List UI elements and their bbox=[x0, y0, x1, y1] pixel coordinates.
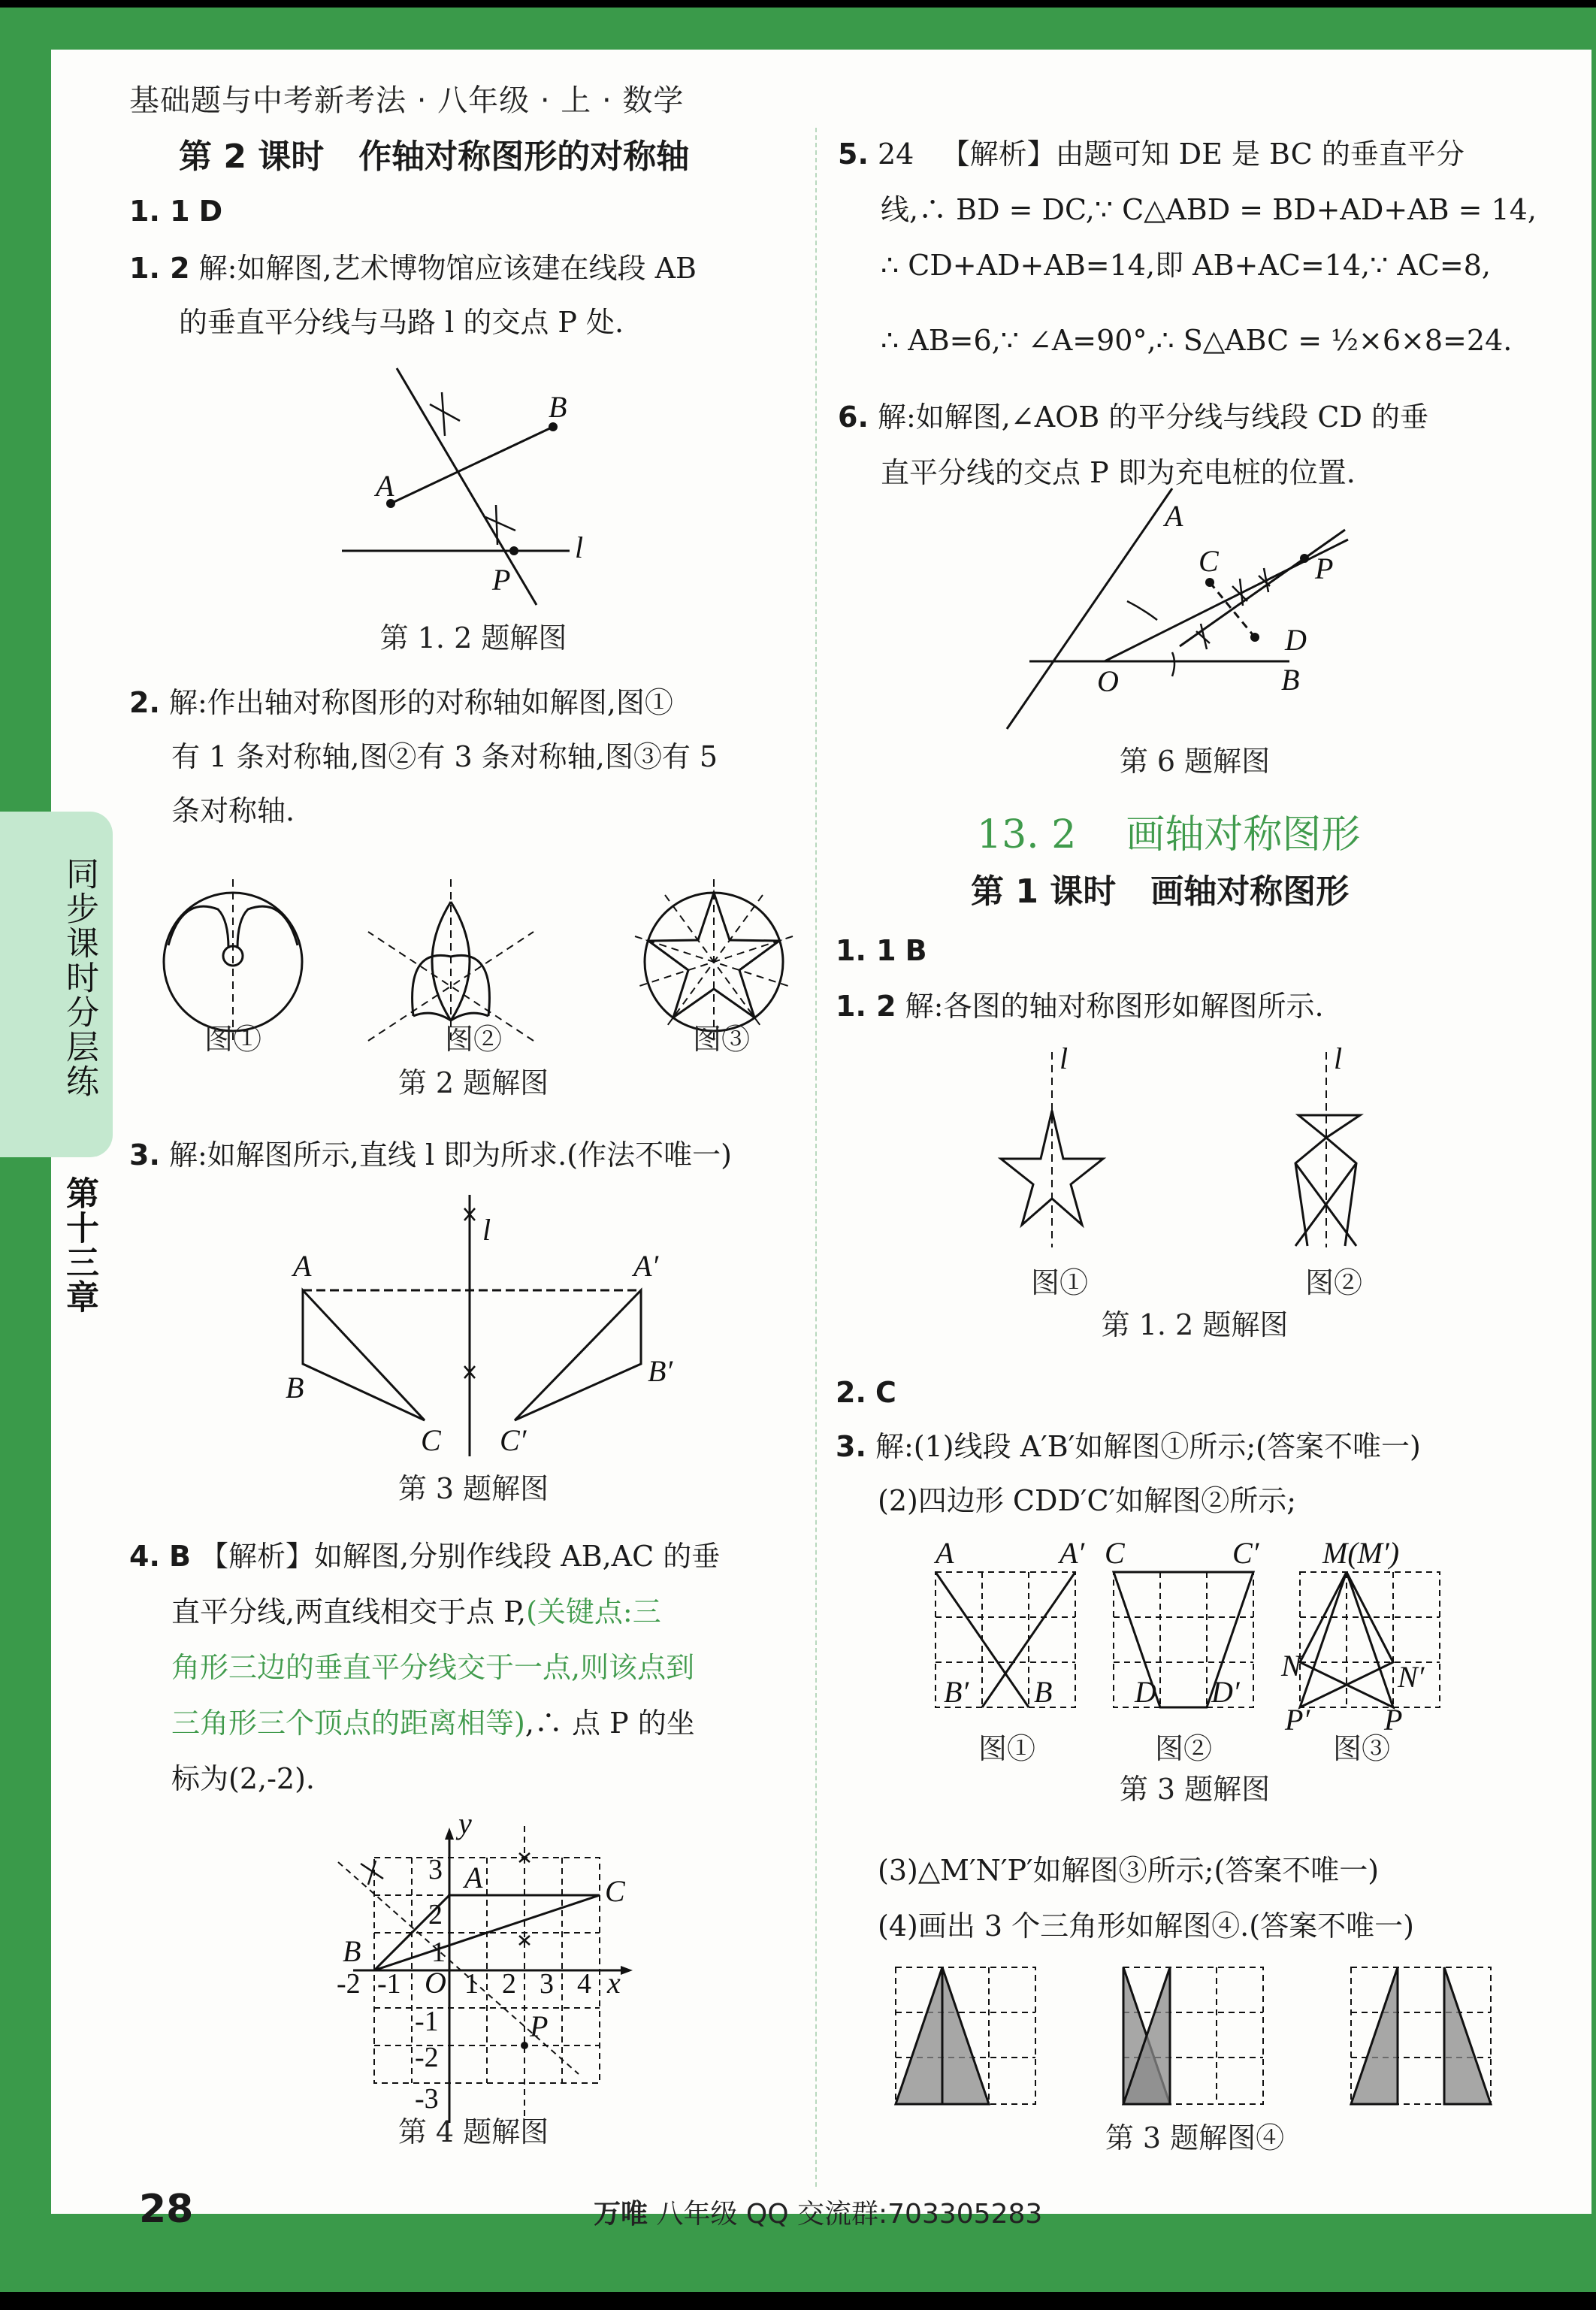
q1-2-line2: 的垂直平分线与马路 l 的交点 P 处. bbox=[179, 306, 624, 339]
label-b: B bbox=[1281, 663, 1300, 697]
label-m: M(M′) bbox=[1322, 1536, 1400, 1570]
q4-line1 bbox=[129, 1528, 720, 1584]
label-c-prime: C′ bbox=[1232, 1536, 1259, 1570]
label-a: A bbox=[293, 1249, 312, 1283]
sub-caption-2: 图② bbox=[1154, 1732, 1212, 1765]
section-title: 第 2 课时 作轴对称图形的对称轴 bbox=[179, 138, 690, 176]
q5-line3: ∴ CD+AD+AB=14,即 AB+AC=14,∵ AC=8, bbox=[881, 249, 1491, 282]
text: 解:(1)线段 A′B′如解图①所示;(答案不唯一) bbox=[875, 1430, 1421, 1463]
label-a-prime: A′ bbox=[633, 1249, 659, 1283]
sub-caption-2: 图② bbox=[444, 1023, 502, 1056]
label-b: B bbox=[286, 1371, 304, 1404]
label-a: A bbox=[1165, 499, 1183, 533]
figure-6-angle-bisector bbox=[1029, 499, 1360, 744]
label-b: B bbox=[549, 390, 567, 424]
figure-caption: 第 1. 2 题解图 bbox=[1101, 1308, 1289, 1341]
text: ,∴ 点 P 的坐 bbox=[524, 1707, 695, 1740]
q1-1 bbox=[129, 183, 222, 239]
qq-group-text: 八年级 QQ 交流群:703305283 bbox=[656, 2199, 1043, 2230]
question-number: 6. bbox=[838, 401, 869, 434]
answer: B bbox=[168, 1540, 191, 1573]
label-p: P bbox=[1315, 552, 1334, 585]
section-green-title: 13. 2 画轴对称图形 bbox=[977, 812, 1361, 857]
answer: C bbox=[875, 1376, 896, 1409]
label-b-prime: B′ bbox=[944, 1675, 969, 1709]
q5-line2: 线,∴ BD = DC,∵ C△ABD = BD+AD+AB = 14, bbox=[881, 193, 1537, 226]
label-d-prime: D′ bbox=[1211, 1675, 1240, 1709]
label-c: C bbox=[1105, 1536, 1125, 1570]
label-c: C bbox=[421, 1423, 441, 1457]
q3-line3: (3)△M′N′P′如解图③所示;(答案不唯一) bbox=[878, 1854, 1380, 1887]
label-c-prime: C′ bbox=[500, 1423, 527, 1457]
figure-3-4-triangles bbox=[887, 1961, 1488, 2112]
chapter-strip bbox=[0, 1157, 51, 2209]
key-point-note: (关键点:三 bbox=[526, 1595, 661, 1628]
question-number: 1. 1 bbox=[129, 195, 190, 228]
figure-3-grid-drawings bbox=[917, 1533, 1458, 1737]
text: 解:如解图,艺术博物馆应该建在线段 AB bbox=[198, 252, 697, 285]
x-tick: -2 bbox=[337, 1968, 361, 2000]
q3-line1 bbox=[129, 1127, 732, 1183]
q2-line1 bbox=[129, 675, 673, 730]
figure-caption: 第 3 题解图④ bbox=[1105, 2121, 1285, 2154]
label-x: x bbox=[607, 1966, 621, 2000]
sub-caption-1: 图① bbox=[204, 1023, 261, 1056]
text: 解:各图的轴对称图形如解图所示. bbox=[905, 990, 1324, 1023]
figure-3-reflection bbox=[286, 1195, 676, 1465]
label-p: P bbox=[492, 563, 511, 597]
label-a: A bbox=[464, 1861, 483, 1894]
footer-ad bbox=[594, 2193, 1042, 2231]
figure-caption: 第 3 题解图 bbox=[1119, 1773, 1271, 1806]
key-point-note: 三角形三个顶点的距离相等) bbox=[171, 1707, 525, 1740]
label-c: C bbox=[605, 1874, 625, 1908]
label-l: l bbox=[1059, 1042, 1069, 1075]
label-n: N bbox=[1281, 1649, 1301, 1683]
x-tick: -1 bbox=[377, 1968, 401, 2000]
label-p: P bbox=[530, 2009, 549, 2043]
q1-1 bbox=[836, 923, 927, 978]
question-number: 2. bbox=[836, 1376, 866, 1409]
q6-line1 bbox=[838, 389, 1428, 445]
label-l: l bbox=[575, 531, 584, 564]
label-a: A bbox=[376, 469, 394, 503]
label-o: O bbox=[425, 1966, 446, 2000]
figure-caption: 第 2 题解图 bbox=[397, 1066, 549, 1099]
sub-caption-2: 图② bbox=[1304, 1266, 1362, 1299]
text: 【解析】由题可知 DE 是 BC 的垂直平分 bbox=[941, 138, 1465, 171]
q1-2-line1 bbox=[836, 978, 1324, 1034]
label-p: P bbox=[1384, 1703, 1403, 1737]
label-o: O bbox=[1097, 664, 1119, 698]
figure-caption: 第 4 题解图 bbox=[397, 2115, 549, 2148]
question-number: 2. bbox=[129, 686, 160, 719]
label-y: y bbox=[458, 1807, 472, 1840]
q5-line1 bbox=[838, 126, 1465, 182]
q3-line4: (4)画出 3 个三角形如解图④.(答案不唯一) bbox=[878, 1909, 1414, 1943]
label-a-prime: A′ bbox=[1059, 1536, 1085, 1570]
sub-caption-1: 图① bbox=[978, 1732, 1035, 1765]
question-number: 5. bbox=[838, 138, 869, 171]
sub-caption-3: 图③ bbox=[1332, 1732, 1390, 1765]
label-b: B bbox=[1034, 1675, 1053, 1709]
text: 解:作出轴对称图形的对称轴如解图,图① bbox=[168, 686, 673, 719]
y-tick: -2 bbox=[415, 2042, 439, 2073]
sub-caption-1: 图① bbox=[1030, 1266, 1088, 1299]
book-header: 基础题与中考新考法 · 八年级 · 上 · 数学 bbox=[129, 83, 685, 118]
label-l: l bbox=[1334, 1042, 1343, 1075]
q2-line3: 条对称轴. bbox=[171, 794, 295, 827]
q5-line4: ∴ AB=6,∵ ∠A=90°,∴ S△ABC = ½×6×8=24. bbox=[881, 324, 1513, 357]
label-p-prime: P′ bbox=[1285, 1703, 1310, 1737]
question-number: 1. 2 bbox=[836, 990, 896, 1023]
figure-caption: 第 6 题解图 bbox=[1119, 745, 1271, 778]
label-l: l bbox=[482, 1213, 491, 1247]
y-tick: -3 bbox=[415, 2083, 439, 2115]
brand-logo: 万唯 bbox=[594, 2199, 648, 2230]
question-number: 1. 1 bbox=[836, 934, 896, 967]
q3-line2: (2)四边形 CDD′C′如解图②所示; bbox=[878, 1484, 1297, 1517]
q1-2-line1 bbox=[129, 240, 697, 296]
label-d: D bbox=[1135, 1675, 1156, 1709]
question-number: 3. bbox=[129, 1138, 160, 1172]
text: 【解析】如解图,分别作线段 AB,AC 的垂 bbox=[200, 1540, 721, 1573]
column-divider bbox=[815, 128, 817, 2187]
sub-caption-3: 图③ bbox=[692, 1023, 750, 1056]
y-tick: 1 bbox=[431, 1937, 446, 1968]
x-tick: 2 bbox=[502, 1968, 516, 2000]
question-number: 4. bbox=[129, 1540, 160, 1573]
x-tick: 3 bbox=[540, 1968, 554, 2000]
q4-line2 bbox=[171, 1584, 661, 1640]
answer: D bbox=[198, 195, 223, 228]
text: 解:如解图所示,直线 l 即为所求.(作法不唯一) bbox=[168, 1138, 732, 1172]
figure-1-2-perpendicular-bisector bbox=[331, 361, 616, 631]
label-b-prime: B′ bbox=[648, 1354, 673, 1388]
figure-4-coordinate-grid bbox=[337, 1807, 654, 2134]
figure-1-2-symmetric-shapes bbox=[977, 1037, 1443, 1262]
question-number: 3. bbox=[836, 1430, 866, 1463]
side-tab-label: 同步课时分层练 bbox=[60, 857, 98, 1099]
label-a: A bbox=[936, 1536, 954, 1570]
text: 直平分线,两直线相交于点 P, bbox=[171, 1595, 527, 1628]
text: 解:如解图,∠AOB 的平分线与线段 CD 的垂 bbox=[877, 401, 1429, 434]
chapter-label: 第十三章 bbox=[60, 1176, 98, 1314]
label-c: C bbox=[1199, 544, 1219, 578]
q6-line2: 直平分线的交点 P 即为充电桩的位置. bbox=[881, 456, 1356, 489]
answer: B bbox=[905, 934, 927, 967]
q2 bbox=[836, 1365, 896, 1420]
y-tick: 3 bbox=[428, 1854, 443, 1885]
label-b: B bbox=[343, 1934, 361, 1968]
q4-line4 bbox=[171, 1695, 695, 1751]
x-tick: 1 bbox=[464, 1968, 479, 2000]
label-n-prime: N′ bbox=[1398, 1660, 1425, 1694]
key-point-note: 角形三边的垂直平分线交于一点,则该点到 bbox=[171, 1651, 695, 1684]
page-number: 28 bbox=[139, 2187, 194, 2232]
x-tick: 4 bbox=[577, 1968, 591, 2000]
y-tick: -1 bbox=[415, 2006, 439, 2037]
figure-caption: 第 3 题解图 bbox=[397, 1472, 549, 1505]
label-d: D bbox=[1285, 623, 1307, 657]
q4-line5: 标为(2,-2). bbox=[171, 1762, 316, 1795]
section-title: 第 1 课时 画轴对称图形 bbox=[971, 872, 1350, 911]
y-tick: 2 bbox=[428, 1899, 443, 1931]
figure-caption: 第 1. 2 题解图 bbox=[379, 621, 567, 655]
question-number: 1. 2 bbox=[129, 252, 190, 285]
q3-line1 bbox=[836, 1419, 1421, 1474]
q2-line2: 有 1 条对称轴,图②有 3 条对称轴,图③有 5 bbox=[171, 740, 718, 773]
answer: 24 bbox=[877, 138, 914, 171]
